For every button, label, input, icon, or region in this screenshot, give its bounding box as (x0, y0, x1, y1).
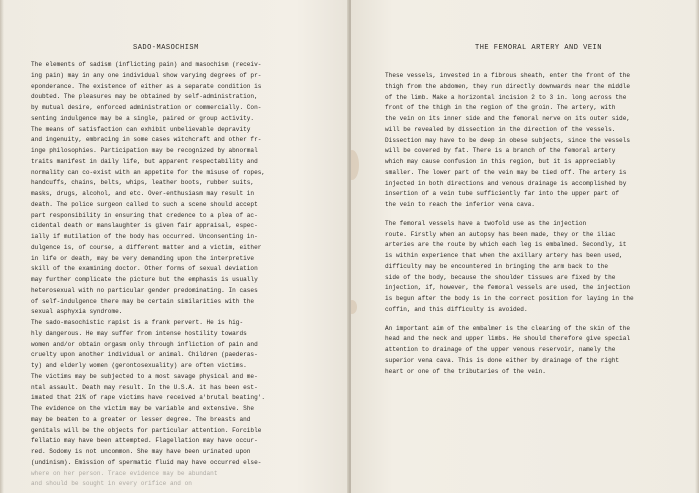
text-line: The elements of sadism (inflicting pain) and masochism (receiv- (31, 61, 262, 68)
text-line: head and the neck and upper limbs. He should therefore give special (385, 335, 631, 343)
text-line: eponderance. The existence of either as a separate condition is (31, 82, 262, 90)
page-stain (351, 300, 357, 314)
text-line: of self-indulgence there may be certain similarities with the (31, 297, 255, 305)
text-line: in life or death, may be very demanding upon the interpretive (31, 254, 255, 262)
text-line: superior vena cava. This is done either by drainage of the right (385, 356, 620, 364)
text-line: inge philosophies. Participation may be recognized by abnormal (31, 147, 258, 154)
text-line: These vessels, invested in a fibrous sheath, enter the front of the (385, 72, 631, 79)
text-line: may further complicate the picture but the emphasis is usually (31, 276, 258, 283)
text-line: normality can co-exist with an appetite for the misuse of ropes, (31, 168, 266, 176)
paragraph-gap (385, 211, 695, 219)
page-edge-shadow (695, 0, 699, 493)
text-line: hly dangerous. He may suffer from intense hostility towards (31, 329, 247, 337)
text-line: heterosexual with no particular gender predominating. In cases (31, 286, 258, 294)
text-line: is begun after the body is in the correct position for laying in the (385, 295, 634, 302)
text-line: cidental death or manslaughter is given fair appraisal, espec- (31, 222, 258, 230)
text-line: women and/or obtain orgasm only through infliction of pain and (31, 340, 258, 348)
text-line: The sado-masochistic rapist is a frank pervert. He is hig- (31, 319, 244, 326)
text-line: by mutual desire, enforced administration or commercially. Con- (31, 104, 262, 111)
text-line: The victims may be subjected to a most savage physical and me- (31, 372, 258, 380)
left-page-body (31, 60, 343, 490)
text-line: the vein on its inner side and the femoral nerve on its outer side, (385, 115, 631, 122)
text-line: death. The police surgeon called to such a scene should accept (31, 200, 258, 208)
text-line: which may cause confusion in this region, but it is appreciably (385, 158, 616, 165)
text-line: The evidence on the victim may be variable and extensive. She (31, 405, 255, 412)
text-line: masks, drugs, alcohol, and etc. Over-enthusiasm may result in (31, 190, 255, 197)
text-line: The femoral vessels have a twofold use as the injection (385, 219, 587, 227)
text-line: fellatio may have been attempted. Flagellation may have occur- (31, 437, 258, 445)
text-line: cruelty upon another individual or animal. Children (paederas- (31, 351, 258, 359)
text-line: where on her person. Trace evidence may be abundant (31, 469, 218, 477)
text-line: may be beaten to a greater or lesser degree. The breasts and (31, 415, 251, 423)
text-line: will be covered by fat. There is a branch of the femoral artery (385, 147, 616, 155)
paragraph-gap (385, 316, 695, 324)
left-page (0, 0, 349, 493)
text-line: route. Firstly when an autopsy has been made, they or the iliac (385, 230, 616, 238)
text-line: ially if mutilation of the body has occurred. Unconsenting in- (31, 233, 258, 240)
text-line: and should be sought in every orifice and on (31, 480, 192, 488)
right-page-title: THE FEMORAL ARTERY AND VEIN (475, 44, 602, 52)
text-line: (undinism). Emission of spermatic fluid may have occurred else- (31, 458, 262, 466)
text-line: ntal assault. Death may result. In the U.S.A. it has been est- (31, 383, 258, 391)
text-line: and ingenuity, embracing in some cases witchcraft and other fr- (31, 136, 262, 144)
text-line: part responsibility in ensuring that credence to a plea of ac- (31, 211, 258, 219)
right-page (351, 0, 699, 493)
text-line: handcuffs, chains, belts, whips, leather boots, rubber suits, (31, 179, 255, 187)
left-page-title: SADO-MASOCHISM (133, 44, 199, 52)
text-line: red. Sodomy is not uncommon. She may have been urinated upon (31, 448, 251, 455)
text-line: ing pain) may in any one individual show varying degrees of pr- (31, 71, 262, 79)
right-page-body (385, 71, 695, 377)
text-line: Dissection may have to be deep in obese subjects, since the vessels (385, 136, 631, 144)
text-line: imated that 21% of rape victims have received a'brutal beating'. (31, 394, 266, 402)
text-line: of the limb. Make a horizontal incision 2 to 3 in. long across the (385, 93, 627, 101)
text-line: coffin, and this difficulty is avoided. (385, 305, 528, 313)
text-line: sexual asphyxia syndrome. (31, 308, 123, 316)
text-line: doubted. The pleasures may be obtained by self-administration, (31, 93, 258, 101)
page-edge-shadow (0, 0, 4, 493)
text-line: The means of satisfaction can exhibit unbelievable depravity (31, 125, 251, 133)
text-line: smaller. The lower part of the vein may be tied off. The artery is (385, 168, 627, 176)
text-line: ty) and elderly women (gerontosexuality) are often victims. (31, 362, 247, 369)
text-line: senting indulgence may be a single, paired or group activity. (31, 114, 255, 122)
text-line: arteries are the route by which each leg is embalmed. Secondly, it (385, 241, 627, 249)
text-line: An important aim of the embalmer is the clearing of the skin of the (385, 324, 631, 332)
text-line: injected in both directions and venous drainage is accomplished by (385, 179, 627, 187)
text-line: difficulty may be encountered in bringing the arm back to the (385, 262, 609, 270)
text-line: dulgence is, of course, a different matter and a victim, either (31, 243, 262, 251)
text-line: is within experience that when the axillary artery has been used, (385, 252, 623, 259)
page-stain (351, 150, 359, 180)
text-line: thigh from the abdomen, they run directly downwards near the middle (385, 82, 631, 90)
text-line: attention to drainage of the upper venous reservoir, namely the (385, 346, 616, 353)
text-line: insertion of a vein tube sufficiently far into the upper part of (385, 190, 620, 198)
text-line: traits manifest in daily life, but apparent respectability and (31, 157, 258, 165)
text-line: front of the thigh in the region of the groin. The artery, with (385, 104, 616, 112)
text-line: skill of the examining doctor. Other forms of sexual deviation (31, 265, 258, 273)
text-line: the vein to reach the inferior vena cava. (385, 201, 535, 208)
text-line: will be revealed by dissection in the direction of the vessels. (385, 125, 616, 133)
text-line: heart or one of the tributaries of the vein. (385, 367, 546, 375)
text-line: genitals will be the objects for particular attention. Forcible (31, 426, 262, 434)
text-line: side of the body, because the shoulder tissues are fixed by the (385, 273, 616, 281)
text-line: injection, if, however, the femoral vessels are used, the injection (385, 284, 631, 292)
